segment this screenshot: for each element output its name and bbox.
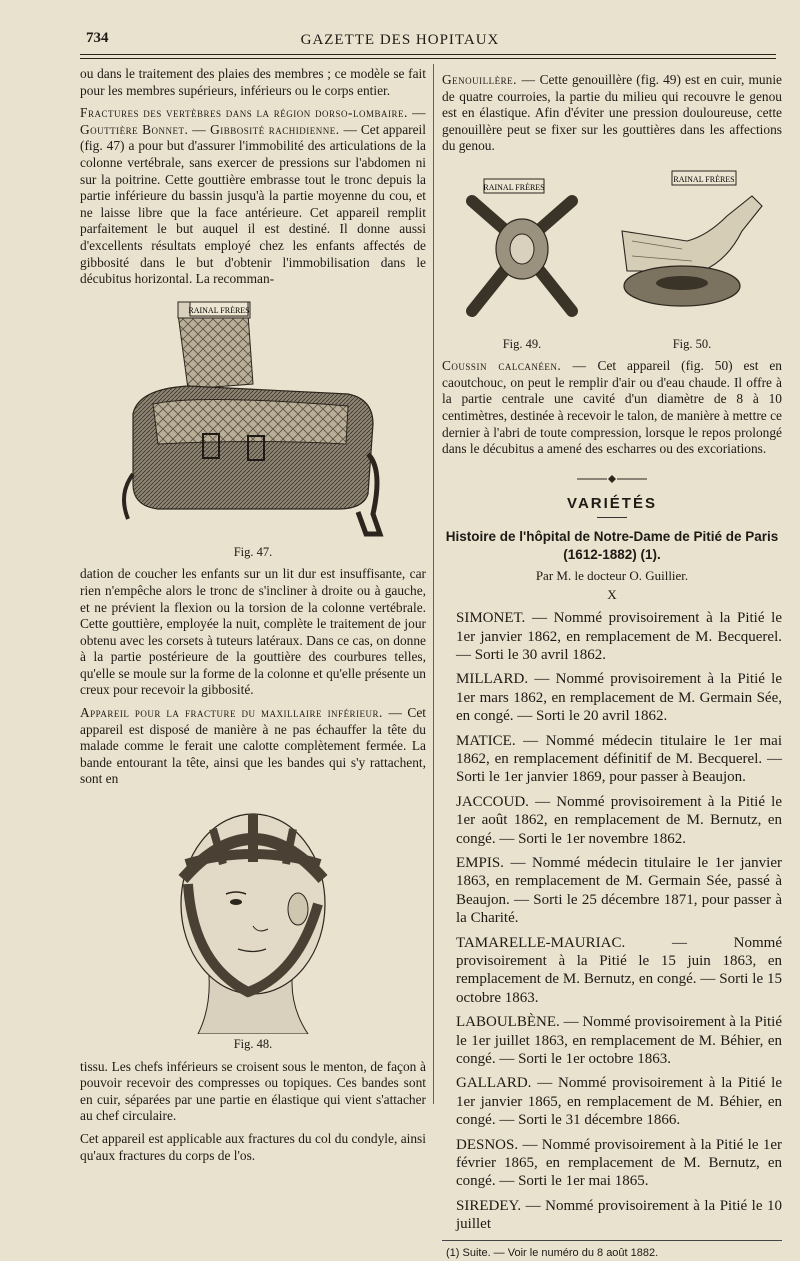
figure-47-maker-label: RAINAL FRÈRES [188,305,250,315]
list-item: LABOULBÈNE. — Nommé provisoirement à la Pitié le 1er juillet 1863, en remplacement de M. Béhier, en congé. — Sorti le 1er octobre 1863. [456,1014,782,1068]
page-number: 734 [86,30,109,46]
right-column [442,72,782,1261]
section-heading-genouillere: Genouillère. — [442,72,536,87]
section-heading-maxillaire: Appareil pour la fracture du maxillaire inférieur. — [80,705,403,721]
paragraph-genouillere-body: Cette genouillère (fig. 49) est en cuir, munie de quatre courroies, la partie du milieu qui recouvre le genou est en élastique. Afin d'éviter une pression douloureuse, cette genouillère peut se fixer sur les gouttières dans les affections du genou. [442,72,782,154]
footnote-rule [442,1240,782,1241]
paragraph-tissu: tissu. Les chefs inférieurs se croisent sous le menton, de façon à pouvoir recevoir des compresses ou topiques. Ces bandes sont en cuir, séparées par une partie en élastique qui vient s'attacher au chef circulaire. [80,1058,426,1124]
history-title-line-2: (1612-1882) (1). [563,546,661,562]
chapter-number: X [607,586,617,602]
section-heading-coussin: Coussin calcanéen. — [442,358,587,374]
figure-48-caption: Fig. 48. [233,1037,273,1052]
ornament-divider [442,472,782,489]
figure-50-caption: Fig. 50. [672,336,712,351]
list-item: GALLARD. — Nommé provisoirement à la Pitié le 1er janvier 1865, en remplacement de M. Béhier, en congé. — Sorti le 31 décembre 1866. [456,1075,782,1129]
history-title-line-1: Histoire de l'hôpital de Notre-Dame de Pitié de Paris [445,528,779,544]
list-item: TAMARELLE-MAURIAC. — Nommé provisoirement à la Pitié le 15 juin 1863, en remplacement de M. Bernutz, en congé. — Sorti le 15 octobre 1863. [456,934,782,1006]
left-column [80,66,426,1164]
paragraph-maxillaire-body: Cet appareil est disposé de manière à ne pas échauffer la tête du malade comme le ferait une calotte complètement fermée. La bande entourant la tête, ainsi que les bandes qui s'y rattachent, sont en [80,705,426,787]
author-line: Par M. le docteur O. Guillier. [535,567,689,583]
paragraph-fractures [80,105,426,288]
figure-47-gouttiere-illustration [118,294,388,542]
figure-50 [612,161,772,352]
running-title: GAZETTE DES HOPITAUX [300,32,500,48]
figure-49-maker-label: RAINAL FRÈRES [483,182,545,192]
paragraph-coussin-body: Cet appareil (fig. 50) est en caoutchouc, on peut le remplir d'air ou d'eau chaude. Il offre à la partie centrale une cavité d'un diamètre de 8 à 10 centimètres, destinée à recevoir le talon, de manière à mettre ce dernier à l'abri de toute compression, lorsque le repos prolongé dans le décubitus a amené des escharres ou des excoriations. [442,358,782,457]
paragraph-fractures-body: Cet appareil (fig. 47) a pour but d'assurer l'immobilité des articulations de la colonne vertébrale, sans exercer de pressions sur l'abdomen ni sur la poitrine. Cette gouttière embrasse tout le tronc depuis la partie inférieure du bassin jusqu'à la partie moyenne du cou, et ne laisse libre que la face antérieure. Cet appareil remplit parfaitement le but auquel il est destiné. Il donne aussi d'excellents résultats employé chez les enfants affectés de gibbosité dans le but d'obtenir l'immobilisation dans le décubitus horizontal. La recomman- [80,121,426,287]
figure-49-caption: Fig. 49. [502,336,542,351]
history-title [442,528,782,564]
physician-list [442,609,782,1234]
list-item: MATICE. — Nommé médecin titulaire le 1er mai 1862, en remplacement définitif de M. Becquerel. — Sorti le 1er janvier 1869, pour passer à Beaujon. [456,732,782,786]
list-item: DESNOS. — Nommé provisoirement à la Pitié le 1er février 1865, en remplacement de M. Bernutz, en congé. — Sorti le 1er mai 1865. [456,1136,782,1190]
paragraph-coussin [442,358,782,458]
section-heading-fractures: Fractures des vertèbres dans la région dorso-lombaire. — Gouttière Bonnet. — Gibbosité rachidienne. — [80,105,426,137]
paragraph-condyle: Cet appareil est applicable aux fractures du col du condyle, ainsi qu'aux fractures du corps de l'os. [80,1131,426,1163]
paragraph-recommandation: dation de coucher les enfants sur un lit dur est insuffisante, car rien n'empêche alors le tronc de s'incliner à droite ou à gauche, et ne prévient la flexion ou la torsion de la colonne vertébrale. Cette gouttière, employée la nuit, complète le traitement de jour obtenu avec les corsets à tuteurs latéraux. Dans ce cas, on donne à la partie postérieure de la gouttière des courbures telles, qu'elle se moule sur la forme de la colonne et qu'elle présente un creux pour recevoir la gibbosité. [80,566,426,698]
figure-49 [452,161,592,352]
column-divider [433,64,434,1104]
figures-49-50 [442,161,782,352]
section-title-varietes: VARIÉTÉS [567,495,657,513]
figure-49-genouillere-illustration [452,161,592,331]
paragraph-maxillaire [80,705,426,788]
list-item: SIREDEY. — Nommé provisoirement à la Pitié le 10 juillet [456,1197,782,1233]
list-item: SIMONET. — Nommé provisoirement à la Pitié le 1er janvier 1862, en remplacement de M. Becquerel. — Sorti le 30 avril 1862. [456,610,782,663]
footnote: (1) Suite. — Voir le numéro du 8 août 1882. [446,1246,659,1259]
header-rule [80,54,776,55]
short-rule [597,517,627,518]
list-item: JACCOUD. — Nommé provisoirement à la Pitié le 1er août 1862, en remplacement de M. Bernutz, en congé. — Sorti le 1er novembre 1862. [456,793,782,847]
figure-50-maker-label: RAINAL FRÈRES [673,174,735,184]
list-item: EMPIS. — Nommé médecin titulaire le 1er janvier 1863, en remplacement de M. Germain Sée, passé à Beaujon. — Sorti le 25 décembre 1871, pour passer à la Charité. [456,854,782,927]
figure-47-caption: Fig. 47. [233,544,273,559]
paragraph-intro: ou dans le traitement des plaies des membres ; ce modèle se fait pour les membres supérieurs, inférieurs ou le corps entier. [80,66,426,98]
header-rule-thin [80,58,776,59]
figure-48-head-bandage-illustration [138,794,368,1034]
paragraph-genouillere [442,72,782,155]
list-item: MILLARD. — Nommé provisoirement à la Pitié le 1er mars 1862, en remplacement de M. Germain Sée, en congé. — Sorti le 20 avril 1862. [456,671,782,725]
figure-50-coussin-illustration [612,161,772,331]
